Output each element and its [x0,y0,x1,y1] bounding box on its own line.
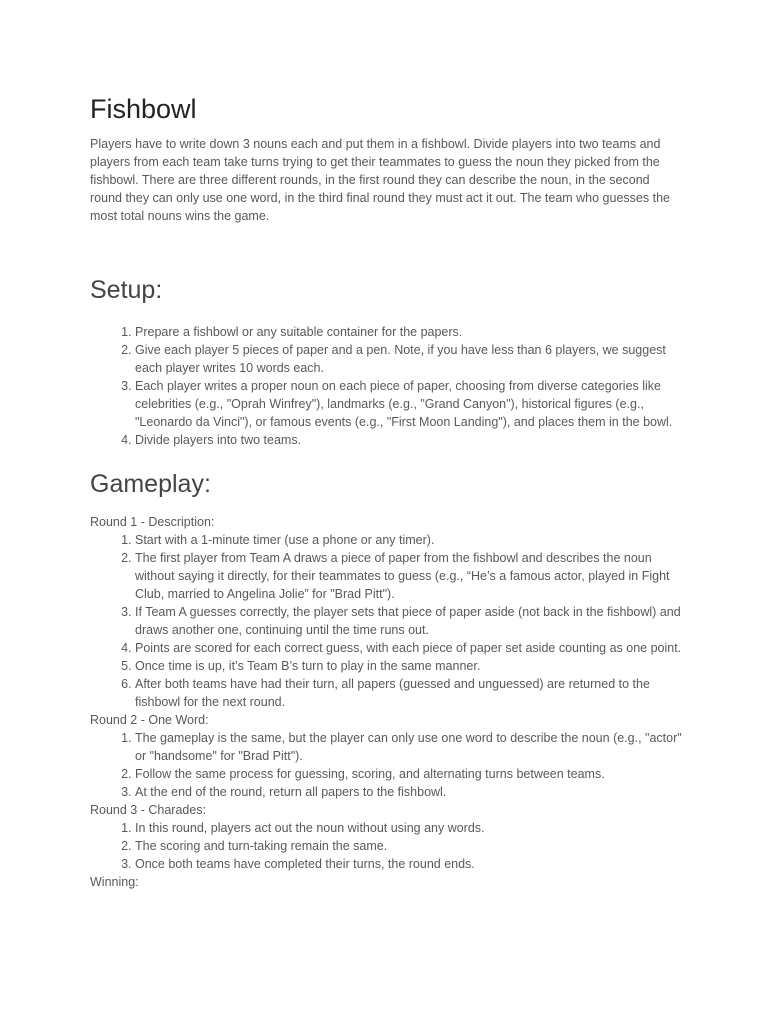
setup-item: 1. Prepare a fishbowl or any suitable container for the papers. [135,323,682,341]
setup-item: 4. Divide players into two teams. [135,431,682,449]
round-3-item: 1. In this round, players act out the noun without using any words. [135,819,682,837]
setup-item: 3. Each player writes a proper noun on each piece of paper, choosing from diverse categories like celebrities (e.g., "Oprah Winfrey"), landmarks (e.g., "Grand Canyon"), historical figures (e.g., "Leonardo da Vinci"), or famous events (e.g., "First Moon Landing"), and places them in the bowl. [135,377,682,431]
round-3-item: 3. Once both teams have completed their turns, the round ends. [135,855,682,873]
round-2-item: 3. At the end of the round, return all papers to the fishbowl. [135,783,682,801]
intro-paragraph: Players have to write down 3 nouns each and put them in a fishbowl. Divide players into two teams and players from each team take turns trying to get their teammates to guess the noun they picked from the fishbowl. There are three different rounds, in the first round they can describe the noun, in the second round they can only use one word, in the third final round they must act it out. The team who guesses the most total nouns wins the game. [90,137,670,223]
document-page [90,88,682,891]
round-2-list [90,729,682,801]
round-1-item: 6. After both teams have had their turn, all papers (guessed and unguessed) are returned to the fishbowl for the next round. [135,675,682,711]
setup-item: 2. Give each player 5 pieces of paper and a pen. Note, if you have less than 6 players, we suggest each player writes 10 words each. [135,341,682,377]
round-2-item: 1. The gameplay is the same, but the player can only use one word to describe the noun (e.g., "actor" or "handsome" for "Brad Pitt"). [135,729,682,765]
round-1-item: 1. Start with a 1-minute timer (use a phone or any timer). [135,531,682,549]
round-3-list [90,819,682,873]
round-3-label: Round 3 - Charades: [90,803,207,817]
round-1-label: Round 1 - Description: [90,515,215,529]
round-2-item: 2. Follow the same process for guessing, scoring, and alternating turns between teams. [135,765,682,783]
setup-list [90,323,682,449]
page-title: Fishbowl [90,94,197,124]
round-1-list [90,531,682,711]
round-3-item: 2. The scoring and turn-taking remain the same. [135,837,682,855]
winning-label: Winning: [90,875,139,889]
setup-heading: Setup: [90,276,163,304]
round-1-item: 3. If Team A guesses correctly, the player sets that piece of paper aside (not back in the fishbowl) and draws another one, continuing until the time runs out. [135,603,682,639]
round-1-item: 4. Points are scored for each correct guess, with each piece of paper set aside counting as one point. [135,639,682,657]
round-1-item: 2. The first player from Team A draws a piece of paper from the fishbowl and describes the noun without saying it directly, for their teammates to guess (e.g., “He’s a famous actor, played in Fight Club, married to Angelina Jolie” for "Brad Pitt"). [135,549,682,603]
round-1-item: 5. Once time is up, it’s Team B’s turn to play in the same manner. [135,657,682,675]
gameplay-heading: Gameplay: [90,470,211,498]
round-2-label: Round 2 - One Word: [90,713,209,727]
